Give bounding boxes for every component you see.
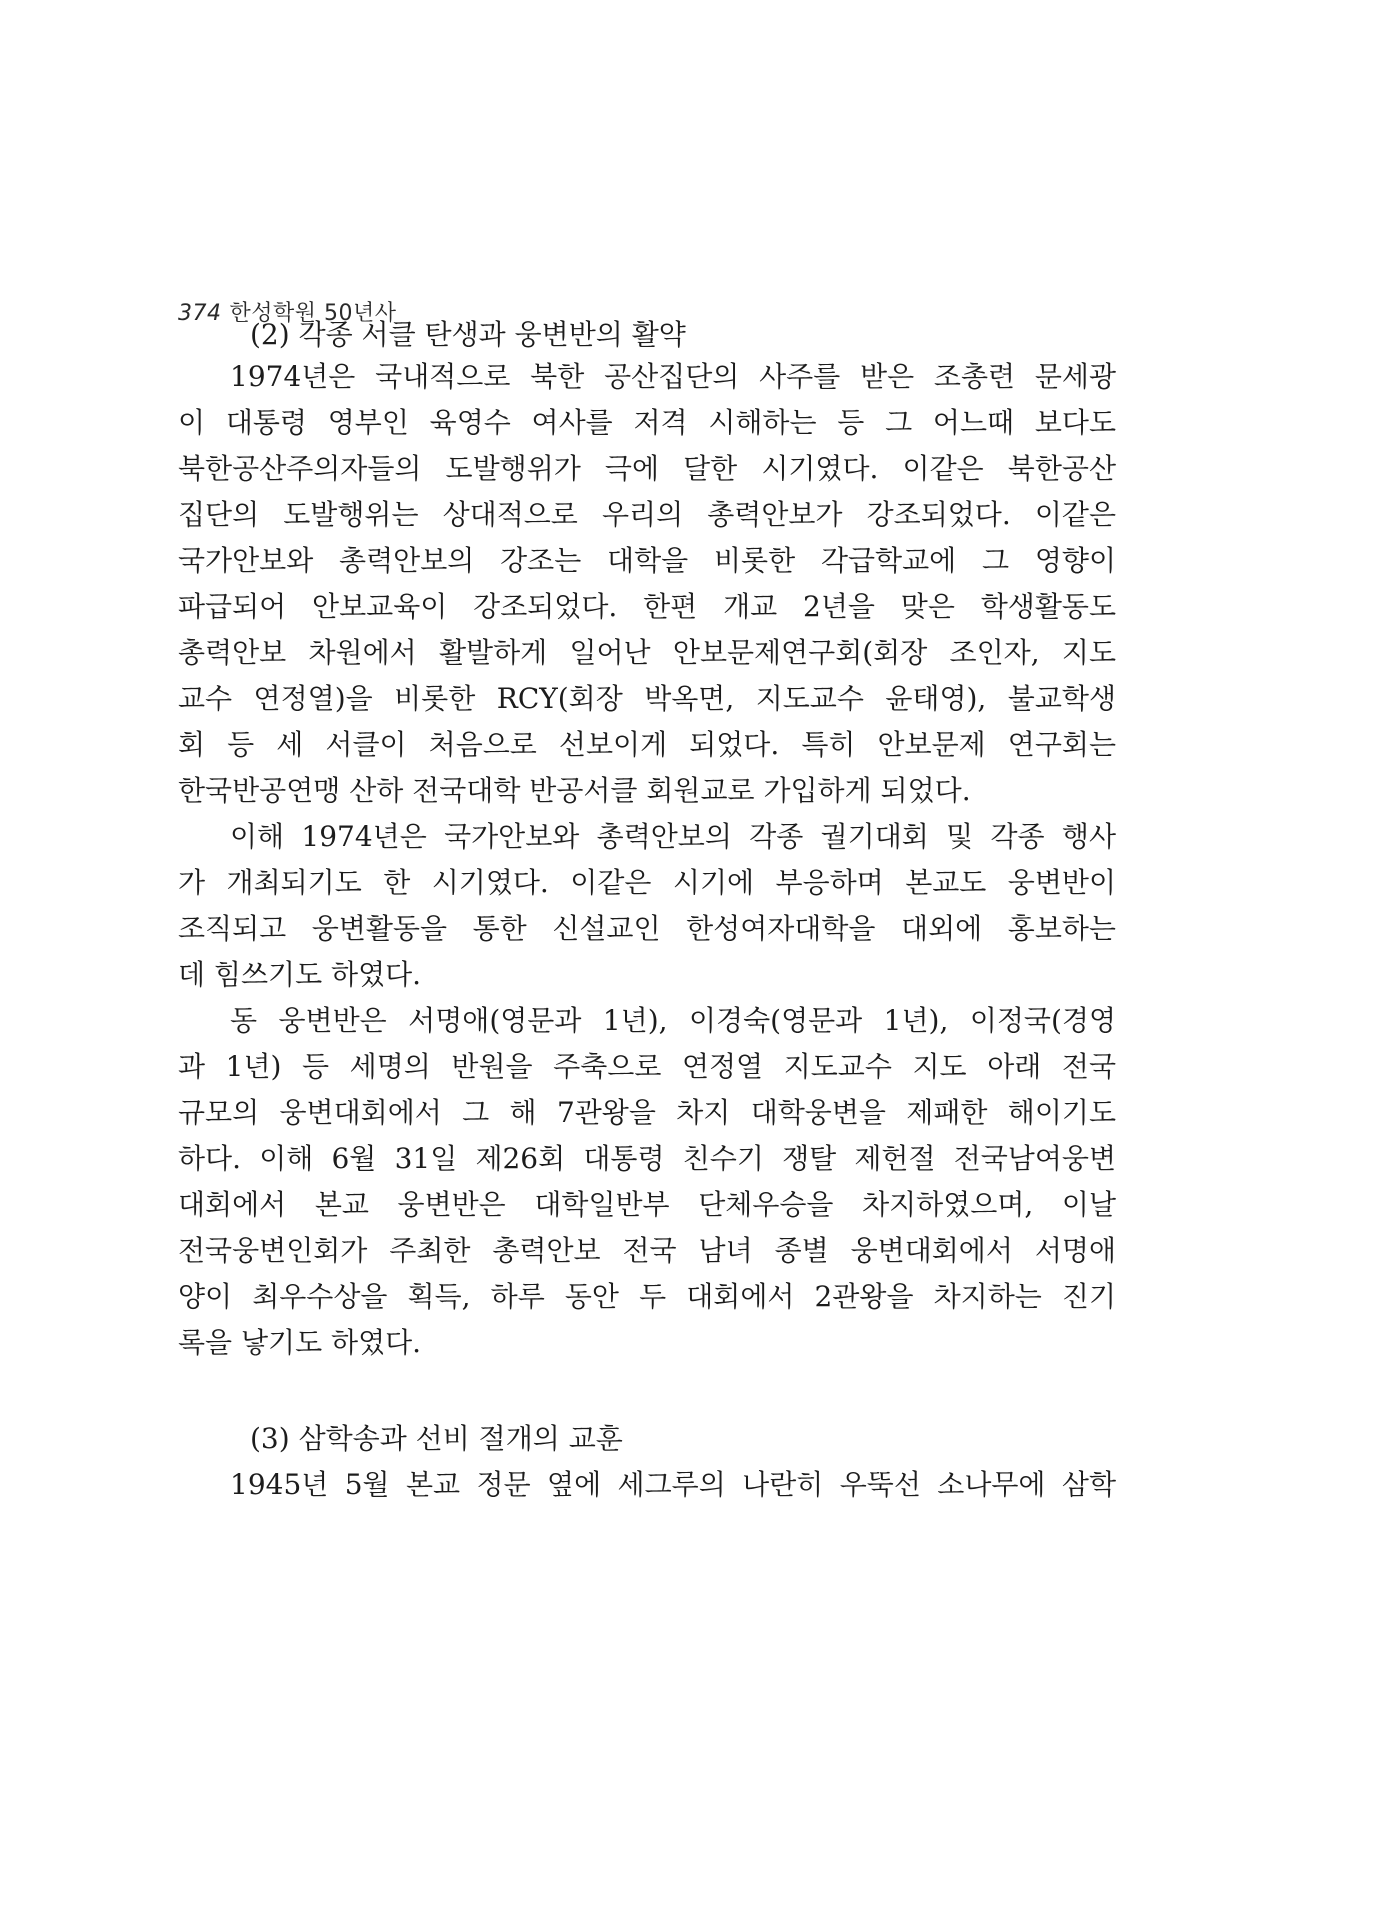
paragraph-line: 전국웅변인회가 주최한 총력안보 전국 남녀 종별 웅변대회에서 서명애 bbox=[178, 1234, 1116, 1267]
paragraph-line: 집단의 도발행위는 상대적으로 우리의 총력안보가 강조되었다. 이같은 bbox=[178, 498, 1116, 531]
paragraph-line: 국가안보와 총력안보의 강조는 대학을 비롯한 각급학교에 그 영향이 bbox=[178, 544, 1116, 577]
paragraph-line: 데 힘쓰기도 하였다. bbox=[178, 958, 422, 991]
paragraph-line: 양이 최우수상을 획득, 하루 동안 두 대회에서 2관왕을 차지하는 진기 bbox=[178, 1280, 1116, 1313]
paragraph-line: 동 웅변반은 서명애(영문과 1년), 이경숙(영문과 1년), 이정국(경영 bbox=[230, 1004, 1116, 1037]
paragraph-line: 교수 연정열)을 비롯한 RCY(회장 박옥면, 지도교수 윤태영), 불교학생 bbox=[178, 682, 1116, 715]
paragraph-line: 파급되어 안보교육이 강조되었다. 한편 개교 2년을 맞은 학생활동도 bbox=[178, 590, 1116, 623]
paragraph-line: 이 대통령 영부인 육영수 여사를 저격 시해하는 등 그 어느때 보다도 bbox=[178, 406, 1116, 439]
paragraph-line: 한국반공연맹 산하 전국대학 반공서클 회원교로 가입하게 되었다. bbox=[178, 774, 971, 807]
paragraph-line: 과 1년) 등 세명의 반원을 주축으로 연정열 지도교수 지도 아래 전국 bbox=[178, 1050, 1116, 1083]
paragraph-line: 하다. 이해 6월 31일 제26회 대통령 친수기 쟁탈 제헌절 전국남여웅변 bbox=[178, 1142, 1116, 1175]
paragraph-line: 대회에서 본교 웅변반은 대학일반부 단체우승을 차지하였으며, 이날 bbox=[178, 1188, 1116, 1221]
paragraph-line: 회 등 세 서클이 처음으로 선보이게 되었다. 특히 안보문제 연구회는 bbox=[178, 728, 1116, 761]
paragraph-line: 규모의 웅변대회에서 그 해 7관왕을 차지 대학웅변을 제패한 해이기도 bbox=[178, 1096, 1116, 1129]
paragraph-line: 북한공산주의자들의 도발행위가 극에 달한 시기였다. 이같은 북한공산 bbox=[178, 452, 1116, 485]
paragraph-line: 1945년 5월 본교 정문 옆에 세그루의 나란히 우뚝선 소나무에 삼학 bbox=[230, 1468, 1116, 1501]
paragraph-line: 록을 낳기도 하였다. bbox=[178, 1326, 422, 1359]
paragraph-line: 이해 1974년은 국가안보와 총력안보의 각종 궐기대회 및 각종 행사 bbox=[230, 820, 1116, 853]
section-heading: (3) 삼학송과 선비 절개의 교훈 bbox=[250, 1422, 623, 1455]
paragraph-line: 조직되고 웅변활동을 통한 신설교인 한성여자대학을 대외에 홍보하는 bbox=[178, 912, 1116, 945]
paragraph-line: 1974년은 국내적으로 북한 공산집단의 사주를 받은 조총련 문세광 bbox=[230, 360, 1116, 393]
section-heading: (2) 각종 서클 탄생과 웅변반의 활약 bbox=[250, 318, 686, 351]
page-number: 374 bbox=[178, 301, 222, 326]
book-title: 한성학원 50년사 bbox=[229, 301, 397, 326]
paragraph-line: 총력안보 차원에서 활발하게 일어난 안보문제연구회(회장 조인자, 지도 bbox=[178, 636, 1116, 669]
paragraph-line: 가 개최되기도 한 시기였다. 이같은 시기에 부응하며 본교도 웅변반이 bbox=[178, 866, 1116, 899]
